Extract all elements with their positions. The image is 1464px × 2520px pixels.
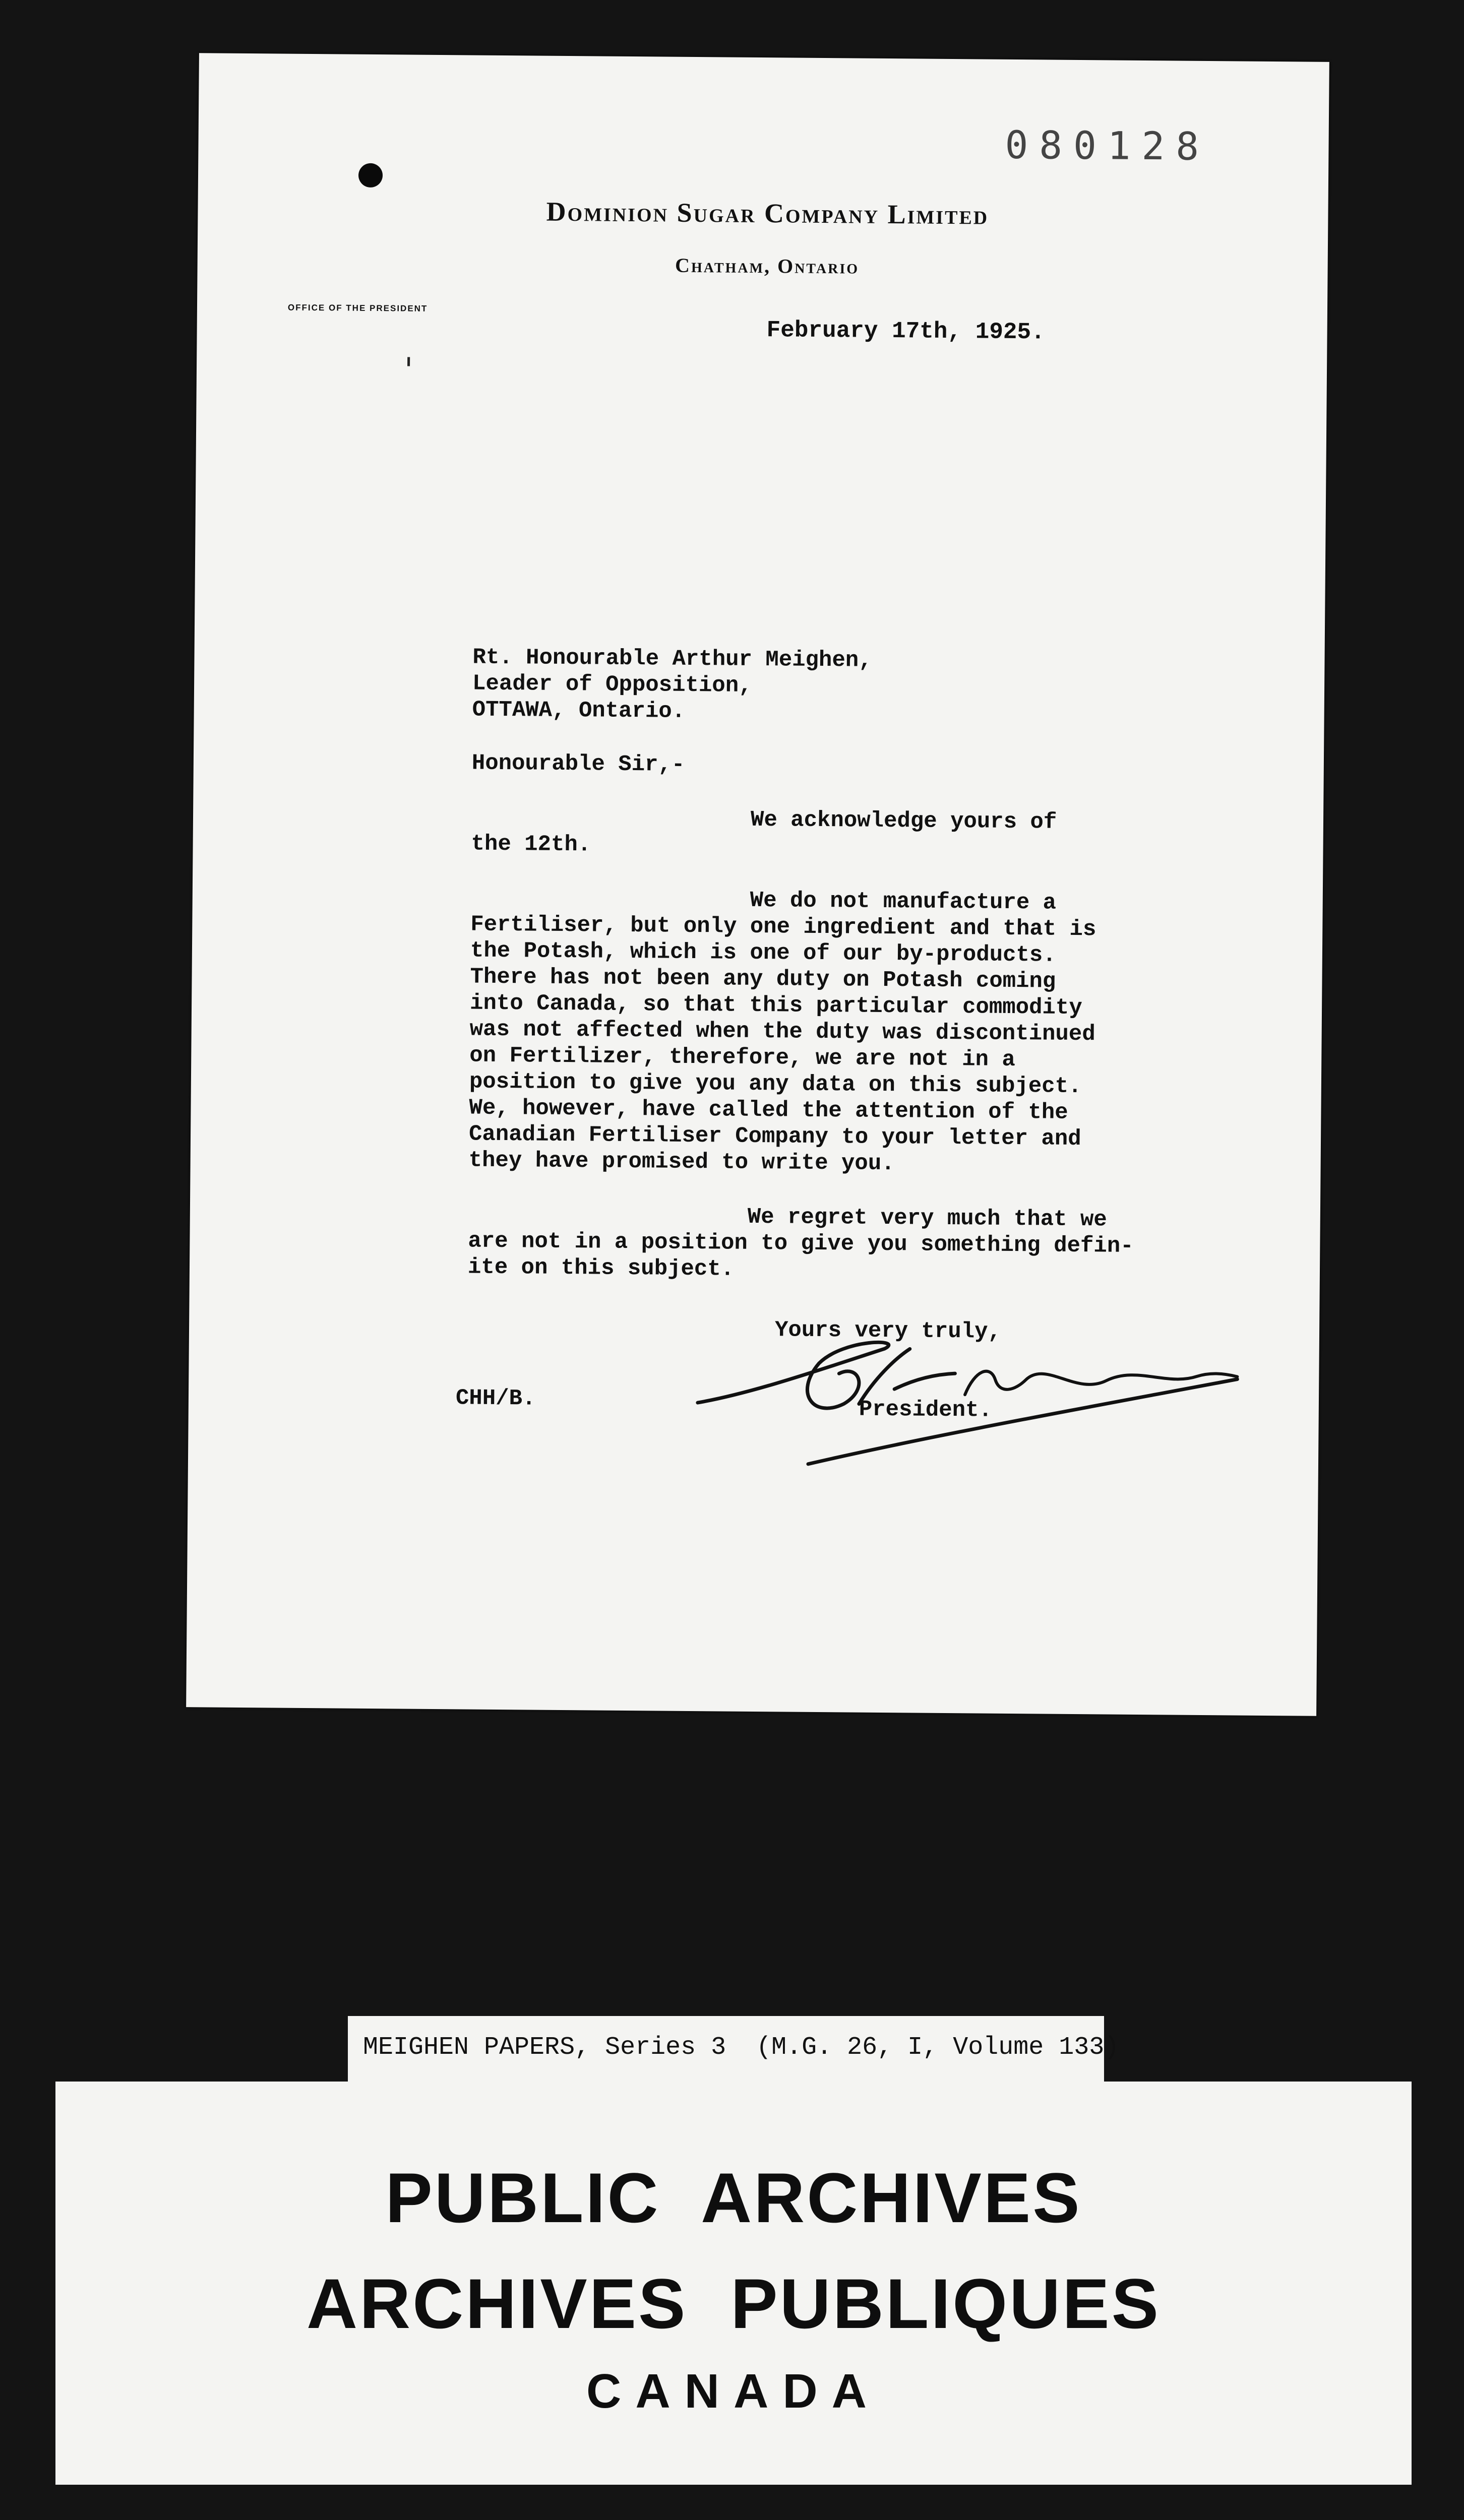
body-line: position to give you any data on this subject. (469, 1069, 1082, 1100)
letter-sheet (186, 53, 1329, 1716)
ink-blot (358, 163, 383, 187)
body-line: are not in a position to give you something defin- (468, 1228, 1134, 1259)
body-line: We, however, have called the attention of the (469, 1095, 1068, 1125)
margin-mark (407, 357, 410, 366)
body-line: into Canada, so that this particular commodity (469, 990, 1082, 1021)
body-line: the Potash, which is one of our by-products. (470, 938, 1056, 968)
salutation: Honourable Sir,- (471, 750, 685, 778)
archives-banner (55, 2082, 1412, 2485)
closing: Yours very truly, (774, 1317, 1002, 1345)
body-line: they have promised to write you. (468, 1148, 895, 1177)
letterhead-company: Dominion Sugar Company Limited (546, 196, 989, 230)
archive-stamp-number: 080128 (1005, 122, 1210, 169)
letter-date: February 17th, 1925. (766, 317, 1045, 346)
body-line: There has not been any duty on Potash coming (470, 964, 1056, 994)
body-line: the 12th. (471, 831, 591, 858)
letterhead-city: Chatham, Ontario (675, 254, 860, 278)
letterhead-office: OFFICE OF THE PRESIDENT (287, 302, 428, 313)
series-label: MEIGHEN PAPERS, Series 3 (M.G. 26, I, Volume 133) (363, 2033, 1120, 2062)
typist-initials: CHH/B. (455, 1385, 536, 1412)
body-line: We do not manufacture a (750, 888, 1057, 916)
recipient-line: Rt. Honourable Arthur Meighen, (472, 645, 872, 673)
archives-title-fr: ARCHIVES PUBLIQUES (307, 2264, 1161, 2343)
body-line: was not affected when the duty was discontinued (469, 1017, 1095, 1047)
body-line: Fertiliser, but only one ingredient and that is (470, 912, 1096, 942)
archives-title-en: PUBLIC ARCHIVES (385, 2158, 1082, 2237)
handwritten-signature (692, 1317, 1248, 1473)
body-line: Canadian Fertiliser Company to your letter and (468, 1121, 1081, 1152)
body-line: ite on this subject. (467, 1254, 735, 1282)
series-label-card (348, 2016, 1120, 2082)
body-line: We acknowledge yours of (750, 807, 1057, 835)
recipient-line: OTTAWA, Ontario. (472, 697, 686, 724)
recipient-line: Leader of Opposition, (472, 671, 752, 699)
body-line: We regret very much that we (747, 1204, 1107, 1233)
body-line: on Fertilizer, therefore, we are not in a (469, 1043, 1016, 1073)
archives-country: CANADA (586, 2364, 881, 2418)
signature-title: President. (859, 1397, 993, 1423)
